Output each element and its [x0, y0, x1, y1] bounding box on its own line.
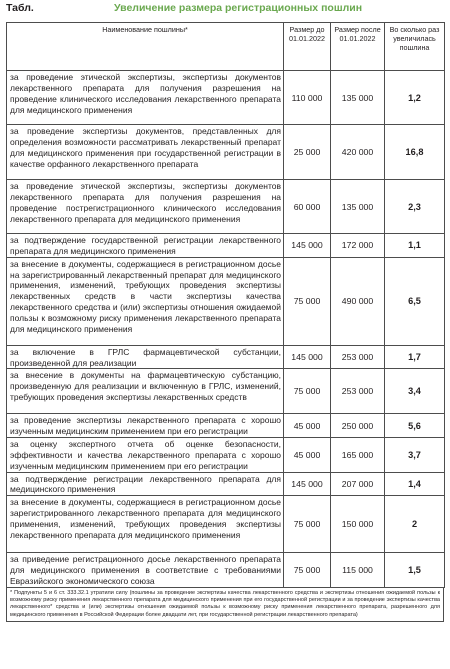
- fee-name-cell: за внесение в документы, содержащиеся в регистрационном досье зарегистрированного лекарственного препарата для медицинского применения, изменений, требующих проведения экспертизы лекарственного препарата для медицинского применения: [7, 496, 284, 553]
- column-header-ratio: Во сколько раз увеличилась пошлина: [385, 23, 445, 71]
- fee-after-cell: 135 000: [331, 71, 385, 125]
- fee-after-cell: 490 000: [331, 257, 385, 345]
- table-title: Увеличение размера регистрационных пошлин: [114, 2, 363, 14]
- table-header: [6, 2, 444, 22]
- table-row: [7, 71, 445, 125]
- fee-after-cell: 250 000: [331, 414, 385, 438]
- fee-ratio-cell: 1,7: [385, 345, 445, 369]
- table-row: [7, 125, 445, 180]
- table-row: [7, 553, 445, 588]
- fee-after-cell: 115 000: [331, 553, 385, 588]
- fee-ratio-cell: 1,5: [385, 553, 445, 588]
- fee-name-cell: за внесение в документы на фармацевтическую субстанцию, произведенную для реализации и включенную в ГРЛС, изменений, требующих проведения экспертизы лекарственных средств: [7, 369, 284, 414]
- fee-ratio-cell: 2: [385, 496, 445, 553]
- fee-ratio-cell: 1,4: [385, 472, 445, 496]
- fee-name-cell: за проведение экспертизы документов, представленных для определения возможности рассматривать лекарственный препарат для медицинского применения при государственной регистрации в качестве орфанного лекарственного препарата: [7, 125, 284, 180]
- fee-after-cell: 253 000: [331, 345, 385, 369]
- fee-before-cell: 25 000: [284, 125, 331, 180]
- table-row: [7, 369, 445, 414]
- fee-after-cell: 420 000: [331, 125, 385, 180]
- fee-before-cell: 75 000: [284, 496, 331, 553]
- table-row: [7, 414, 445, 438]
- fee-after-cell: 172 000: [331, 234, 385, 258]
- fee-ratio-cell: 3,7: [385, 438, 445, 473]
- fee-ratio-cell: 3,4: [385, 369, 445, 414]
- fee-name-cell: за приведение регистрационного досье лекарственного препарата для медицинского применения в соответствие с требованиями Евразийского экономического союза: [7, 553, 284, 588]
- fee-after-cell: 253 000: [331, 369, 385, 414]
- column-header-before: Размер до 01.01.2022: [284, 23, 331, 71]
- fees-table: [6, 22, 445, 588]
- fee-after-cell: 207 000: [331, 472, 385, 496]
- table-row: [7, 438, 445, 473]
- fee-before-cell: 45 000: [284, 414, 331, 438]
- table-row: [7, 472, 445, 496]
- fee-name-cell: за проведение экспертизы лекарственного препарата с хорошо изученным медицинским применением при его регистрации: [7, 414, 284, 438]
- footnote: * Подпункты 5 и 6 ст. 333.32.1 утратили силу (пошлины за проведение экспертизы качества лекарственного средства и экспертизы отношения ожидаемой пользы к возможному риску применения лекарственного препарата для медицинского применения при его государственной регистрации и за проведение экспертизы качества лекарственного* средства и (или) экспертизы отношения ожидаемой пользы к возможному риску применения лекарственного препарата, разрешенного для медицинского применения в Российской Федерации более двадцати лет, при государственной регистрации лекарственного препарата): [6, 588, 444, 622]
- fee-name-cell: за внесение в документы, содержащиеся в регистрационном досье на зарегистрированный лекарственный препарат для медицинского применения, изменений, требующих проведения экспертизы лекарственных средств в части экспертизы качества лекарственного средства и (или) экспертизы отношения ожидаемой пользы к возможному риску применения лекарственного препарата для медицинского применения: [7, 257, 284, 345]
- fee-ratio-cell: 6,5: [385, 257, 445, 345]
- fee-before-cell: 60 000: [284, 180, 331, 234]
- fee-ratio-cell: 1,1: [385, 234, 445, 258]
- header-row: [7, 23, 445, 71]
- fee-name-cell: за оценку экспертного отчета об оценке безопасности, эффективности и качества лекарственного препарата с хорошо изученным медицинским применением при его регистрации: [7, 438, 284, 473]
- fee-name-cell: за включение в ГРЛС фармацевтической субстанции, произведенной для реализации: [7, 345, 284, 369]
- fee-before-cell: 145 000: [284, 472, 331, 496]
- table-row: [7, 257, 445, 345]
- fee-after-cell: 165 000: [331, 438, 385, 473]
- fee-after-cell: 150 000: [331, 496, 385, 553]
- table-body: [7, 71, 445, 588]
- fee-name-cell: за проведение этической экспертизы, экспертизы документов лекарственного препарата для получения разрешения на проведение пострегистрационного клинического исследования лекарственного препарата для медицинского применения: [7, 180, 284, 234]
- table-row: [7, 234, 445, 258]
- fee-before-cell: 75 000: [284, 369, 331, 414]
- fee-before-cell: 75 000: [284, 257, 331, 345]
- fee-before-cell: 110 000: [284, 71, 331, 125]
- fee-before-cell: 75 000: [284, 553, 331, 588]
- table-row: [7, 496, 445, 553]
- fee-name-cell: за подтверждение регистрации лекарственного препарата для медицинского применения: [7, 472, 284, 496]
- fee-ratio-cell: 2,3: [385, 180, 445, 234]
- fee-name-cell: за проведение этической экспертизы, экспертизы документов лекарственного препарата для получения разрешения на проведение клинического исследования лекарственного препарата для медицинского применения: [7, 71, 284, 125]
- fee-ratio-cell: 16,8: [385, 125, 445, 180]
- fee-ratio-cell: 5,6: [385, 414, 445, 438]
- table-row: [7, 180, 445, 234]
- column-header-after: Размер после 01.01.2022: [331, 23, 385, 71]
- table-label: Табл.: [6, 2, 34, 14]
- fee-ratio-cell: 1,2: [385, 71, 445, 125]
- column-header-name: Наименование пошлины*: [7, 23, 284, 71]
- table-row: [7, 345, 445, 369]
- fee-name-cell: за подтверждение государственной регистрации лекарственного препарата для медицинского применения: [7, 234, 284, 258]
- fee-before-cell: 145 000: [284, 345, 331, 369]
- fee-after-cell: 135 000: [331, 180, 385, 234]
- fee-before-cell: 145 000: [284, 234, 331, 258]
- fee-before-cell: 45 000: [284, 438, 331, 473]
